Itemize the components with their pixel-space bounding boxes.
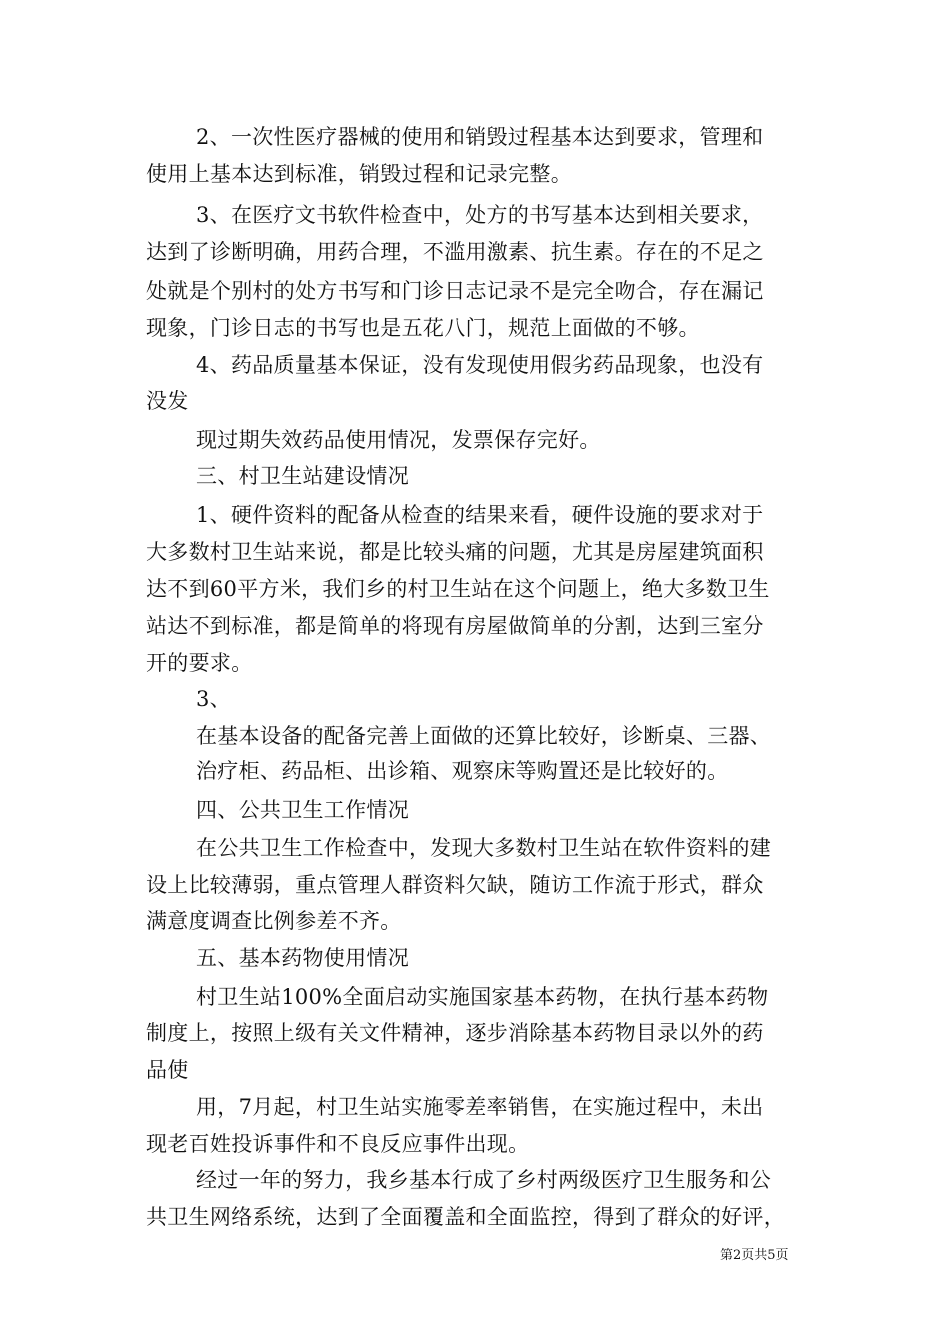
text-line: 3、在医疗文书软件检查中，处方的书写基本达到相关要求， <box>196 203 764 227</box>
text-line: 用，7月起，村卫生站实施零差率销售，在实施过程中，未出 <box>196 1095 764 1119</box>
text-line: 四、公共卫生工作情况 <box>196 798 409 822</box>
text-line: 使用上基本达到标准，销毁过程和记录完整。 <box>146 162 572 186</box>
text-line: 五、基本药物使用情况 <box>196 946 409 970</box>
text-line: 设上比较薄弱，重点管理人群资料欠缺，随访工作流于形式，群众 <box>146 873 764 897</box>
text-line: 经过一年的努力，我乡基本行成了乡村两级医疗卫生服务和公 <box>196 1168 772 1192</box>
text-line: 在基本设备的配备完善上面做的还算比较好，诊断桌、三器、 <box>196 724 772 748</box>
text-line: 现过期失效药品使用情况，发票保存完好。 <box>196 428 601 452</box>
text-line: 治疗柜、药品柜、出诊箱、观察床等购置还是比较好的。 <box>196 759 729 783</box>
text-line: 村卫生站100%全面启动实施国家基本药物，在执行基本药物 <box>196 985 769 1009</box>
text-line: 共卫生网络系统，达到了全面覆盖和全面监控，得到了群众的好评， <box>146 1205 785 1229</box>
text-line: 大多数村卫生站来说，都是比较头痛的问题，尤其是房屋建筑面积 <box>146 540 764 564</box>
text-line: 品使 <box>146 1058 189 1082</box>
text-line: 达到了诊断明确，用药合理，不滥用激素、抗生素。存在的不足之 <box>146 240 764 264</box>
text-line: 在公共卫生工作检查中，发现大多数村卫生站在软件资料的建 <box>196 836 772 860</box>
text-line: 三、村卫生站建设情况 <box>196 464 409 488</box>
text-line: 没发 <box>146 389 189 413</box>
text-line: 1、硬件资料的配备从检查的结果来看，硬件设施的要求对于 <box>196 503 764 527</box>
text-line: 2、一次性医疗器械的使用和销毁过程基本达到要求，管理和 <box>196 125 764 149</box>
text-line: 开的要求。 <box>146 651 253 675</box>
text-line: 满意度调查比例参差不齐。 <box>146 909 402 933</box>
text-line: 制度上，按照上级有关文件精神，逐步消除基本药物目录以外的药 <box>146 1021 764 1045</box>
text-line: 现老百姓投诉事件和不良反应事件出现。 <box>146 1132 530 1156</box>
text-line: 处就是个别村的处方书写和门诊日志记录不是完全吻合，存在漏记 <box>146 279 764 303</box>
text-line: 达不到60平方米，我们乡的村卫生站在这个问题上，绝大多数卫生 <box>146 577 770 601</box>
text-line: 站达不到标准，都是简单的将现有房屋做简单的分割，达到三室分 <box>146 614 764 638</box>
text-line: 现象，门诊日志的书写也是五花八门，规范上面做的不够。 <box>146 316 700 340</box>
page-footer: 第2页共5页 <box>720 1248 789 1263</box>
text-line: 3、 <box>196 687 231 711</box>
text-line: 4、药品质量基本保证，没有发现使用假劣药品现象，也没有 <box>196 353 764 377</box>
